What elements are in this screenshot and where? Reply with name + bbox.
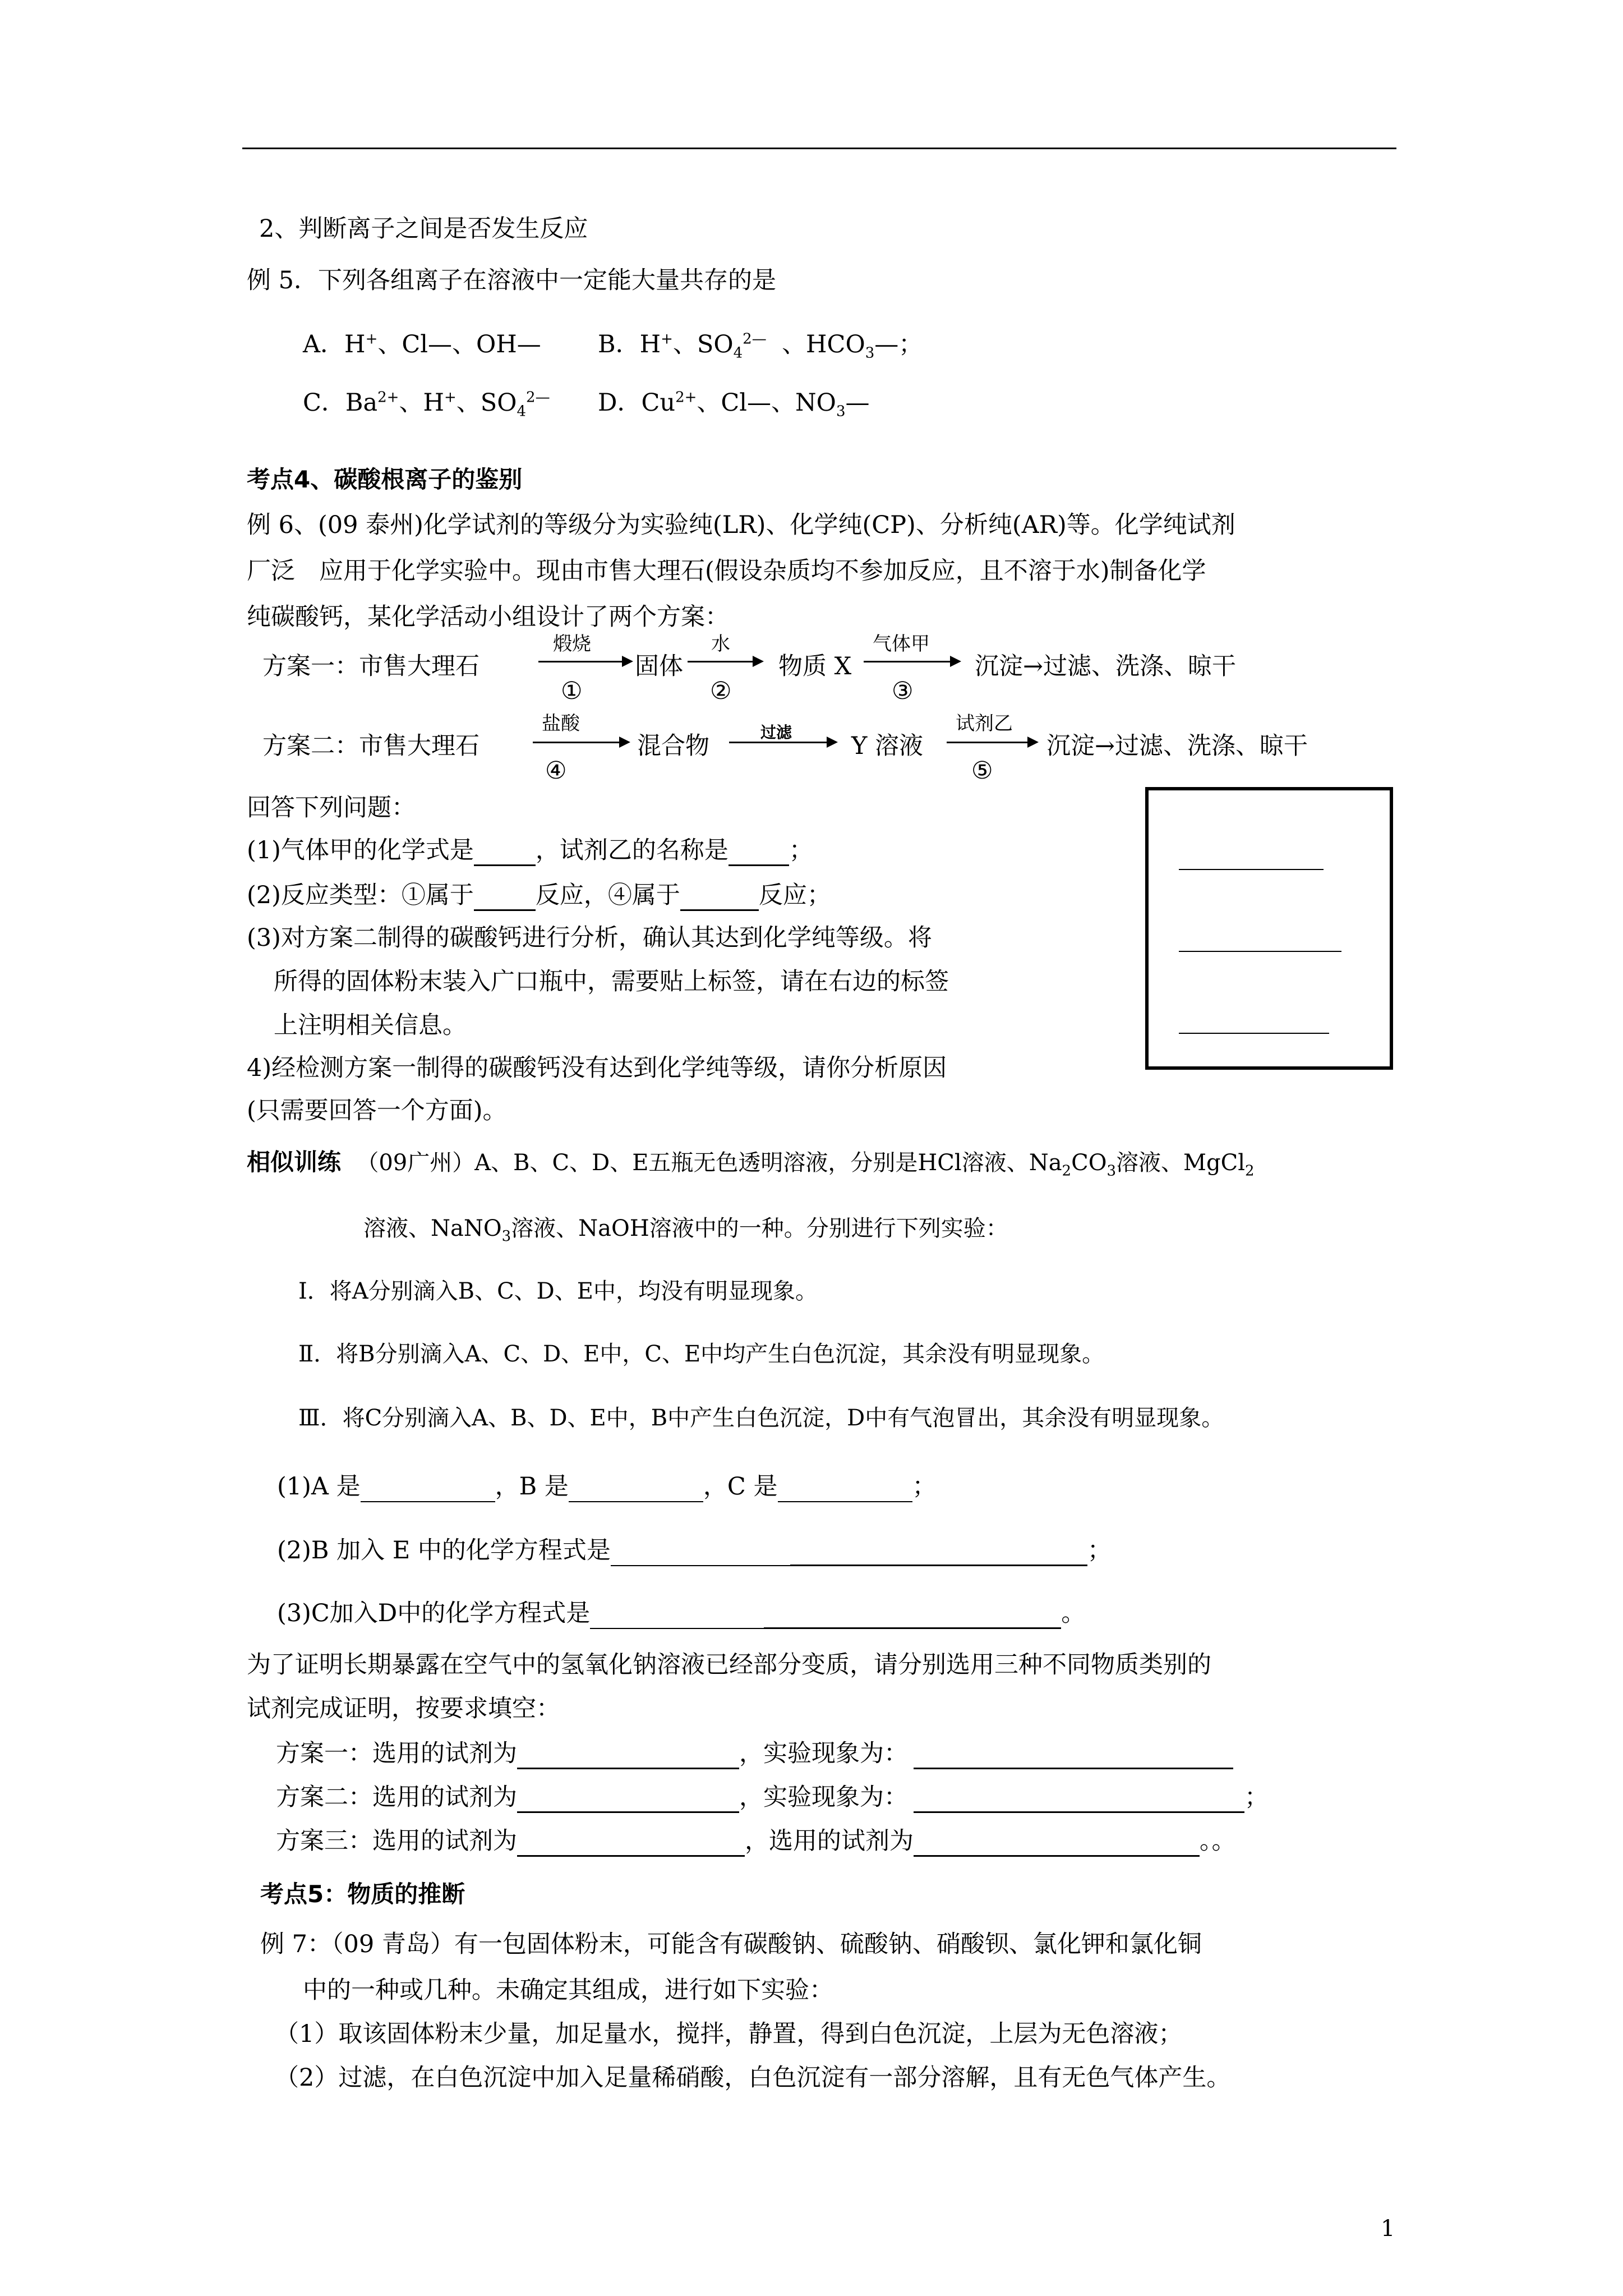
answer-blank[interactable] bbox=[474, 840, 536, 866]
plan1-end: 沉淀→过滤、洗涤、晾干 bbox=[975, 652, 1237, 680]
reagent-label-box bbox=[1145, 787, 1393, 1070]
plan2-label: 方案二：市售大理石 bbox=[262, 732, 479, 760]
answer-blank[interactable] bbox=[517, 1787, 739, 1813]
plan1-arrow-3 bbox=[864, 661, 959, 662]
plan1-step1-number: ① bbox=[561, 677, 583, 705]
plan2-end: 沉淀→过滤、洗涤、晾干 bbox=[1046, 732, 1308, 760]
answer-blank[interactable] bbox=[474, 885, 536, 911]
plan2-step4-number: ④ bbox=[545, 757, 567, 785]
similar-step3: Ⅲ．将C分别滴入A、B、D、E中，B中产生白色沉淀，D中有气泡冒出，其余没有明显现象。 bbox=[298, 1405, 1224, 1431]
label-line-3[interactable] bbox=[1179, 1033, 1329, 1034]
answer-blank[interactable] bbox=[517, 1830, 745, 1857]
question6-1: (1)气体甲的化学式是 ，试剂乙的名称是 ； bbox=[247, 835, 813, 866]
plan1-step2-reagent: 水 bbox=[711, 633, 730, 655]
kaodian4-title: 考点4、碳酸根离子的鉴别 bbox=[247, 466, 523, 493]
plan2-step5-reagent: 试剂乙 bbox=[956, 712, 1013, 735]
similar-q1: (1)A 是 ，B 是 ，C 是 ； bbox=[277, 1471, 937, 1502]
example5-question: 例 5．下列各组离子在溶液中一定能大量共存的是 bbox=[247, 266, 777, 295]
label-line-2[interactable] bbox=[1179, 951, 1341, 952]
naoh-plan1: 方案一：选用的试剂为 ，实验现象为： bbox=[276, 1738, 1233, 1769]
page-number: 1 bbox=[1381, 2216, 1395, 2242]
answer-blank[interactable] bbox=[914, 1743, 1233, 1769]
answer-blank[interactable] bbox=[590, 1603, 764, 1629]
answer-intro: 回答下列问题： bbox=[247, 794, 416, 822]
similar-step2: Ⅱ．将B分别滴入A、C、D、E中，C、E中均产生白色沉淀，其余没有明显现象。 bbox=[298, 1341, 1105, 1367]
answer-blank[interactable] bbox=[764, 1603, 1061, 1629]
similar-line1: 相似训练 （09广州）A、B、C、D、E五瓶无色透明溶液，分别是HCl溶液、$Na_2CO_3$溶液、MgCl$_2$ bbox=[247, 1148, 1255, 1180]
naoh-line2: 试剂完成证明，按要求填空： bbox=[247, 1695, 560, 1723]
header-rule bbox=[242, 148, 1396, 149]
question6-4-line2: (只需要回答一个方面)。 bbox=[247, 1097, 507, 1125]
naoh-line1: 为了证明长期暴露在空气中的氢氧化钠溶液已经部分变质，请分别选用三种不同物质类别的 bbox=[247, 1651, 1211, 1679]
similar-q3: (3)C加入D中的化学方程式是 。 bbox=[277, 1598, 1085, 1629]
option-d: D．$Cu^{2+}$、Cl—、$NO_3—$ bbox=[598, 389, 870, 420]
example7-line2: 中的一种或几种。未确定其组成，进行如下实验： bbox=[303, 1976, 833, 2004]
example7-line1: 例 7：（09 青岛）有一包固体粉末，可能含有碳酸钠、硫酸钠、硝酸钡、氯化钾和氯化铜 bbox=[260, 1930, 1202, 1958]
answer-blank[interactable] bbox=[914, 1787, 1244, 1813]
option-b: B．H+、$SO_4^{2—}$ 、$HCO_3—$； bbox=[598, 330, 923, 362]
plan2-arrow-4 bbox=[533, 742, 628, 743]
answer-blank[interactable] bbox=[361, 1476, 495, 1502]
plan1-step3-number: ③ bbox=[892, 677, 914, 705]
plan1-step1-reagent: 煅烧 bbox=[553, 633, 591, 655]
example6-line3: 纯碳酸钙，某化学活动小组设计了两个方案： bbox=[247, 603, 729, 631]
option-a: A．H+、Cl—、OH— bbox=[303, 330, 541, 358]
answer-blank[interactable] bbox=[728, 840, 789, 866]
answer-blank[interactable] bbox=[790, 1540, 1087, 1566]
plan2-arrow-5 bbox=[947, 742, 1036, 743]
plan1-arrow-2 bbox=[688, 661, 762, 662]
plan1-arrow-1 bbox=[538, 661, 631, 662]
similar-line2: 溶液、NaNO$_3$溶液、NaOH溶液中的一种。分别进行下列实验： bbox=[363, 1216, 1008, 1245]
kaodian5-title: 考点5：物质的推断 bbox=[260, 1880, 465, 1908]
example7-step1: （1）取该固体粉末少量，加足量水，搅拌，静置，得到白色沉淀，上层为无色溶液； bbox=[275, 2020, 1183, 2048]
plan1-substance: 物质 X bbox=[778, 652, 852, 680]
plan2-arrow-filter bbox=[729, 742, 836, 743]
naoh-plan2: 方案二：选用的试剂为 ，实验现象为： ； bbox=[276, 1782, 1269, 1813]
option-c: C．$Ba^{2+}$、H+、$SO_4^{2—}$ bbox=[303, 389, 550, 420]
question6-3-line3: 上注明相关信息。 bbox=[274, 1011, 467, 1039]
answer-blank[interactable] bbox=[569, 1476, 703, 1502]
plan2-mix: 混合物 bbox=[637, 732, 709, 760]
plan1-label: 方案一：市售大理石 bbox=[262, 652, 479, 680]
naoh-plan3: 方案三：选用的试剂为 ，选用的试剂为 。。 bbox=[276, 1825, 1236, 1857]
plan2-filter-label: 过滤 bbox=[760, 723, 792, 742]
similar-step1: Ⅰ．将A分别滴入B、C、D、E中，均没有明显现象。 bbox=[298, 1278, 818, 1304]
label-line-1[interactable] bbox=[1179, 869, 1324, 870]
similar-title: 相似训练 bbox=[247, 1148, 342, 1176]
plan2-solution: Y 溶液 bbox=[851, 732, 924, 760]
plan2-step4-reagent: 盐酸 bbox=[542, 712, 580, 735]
example7-step2: （2）过滤，在白色沉淀中加入足量稀硝酸，白色沉淀有一部分溶解，且有无色气体产生。 bbox=[275, 2064, 1231, 2092]
answer-blank[interactable] bbox=[778, 1476, 912, 1502]
plan1-step2-number: ② bbox=[710, 677, 732, 705]
question6-2: (2)反应类型：①属于 反应，④属于 反应； bbox=[247, 880, 831, 911]
similar-q2: (2)B 加入 E 中的化学方程式是 ； bbox=[277, 1535, 1112, 1566]
plan1-solid: 固体 bbox=[635, 652, 683, 680]
question6-3-line2: 所得的固体粉末装入广口瓶中，需要贴上标签，请在右边的标签 bbox=[274, 968, 949, 996]
section2-heading: 2、判断离子之间是否发生反应 bbox=[259, 215, 588, 243]
plan2-step5-number: ⑤ bbox=[971, 757, 993, 785]
answer-blank[interactable] bbox=[914, 1830, 1200, 1857]
answer-blank[interactable] bbox=[611, 1540, 790, 1566]
example6-line2: 厂泛 应用于化学实验中。现由市售大理石(假设杂质均不参加反应，且不溶于水)制备化学 bbox=[247, 557, 1206, 585]
plan1-step3-reagent: 气体甲 bbox=[873, 633, 930, 655]
answer-blank[interactable] bbox=[517, 1743, 739, 1769]
question6-4-line1: 4)经检测方案一制得的碳酸钙没有达到化学纯等级，请你分析原因 bbox=[247, 1054, 947, 1082]
answer-blank[interactable] bbox=[680, 885, 759, 911]
question6-3-line1: (3)对方案二制得的碳酸钙进行分析，确认其达到化学纯等级。将 bbox=[247, 924, 932, 952]
example6-line1: 例 6、(09 泰州)化学试剂的等级分为实验纯(LR)、化学纯(CP)、分析纯(AR)等。化学纯试剂 bbox=[247, 511, 1235, 539]
